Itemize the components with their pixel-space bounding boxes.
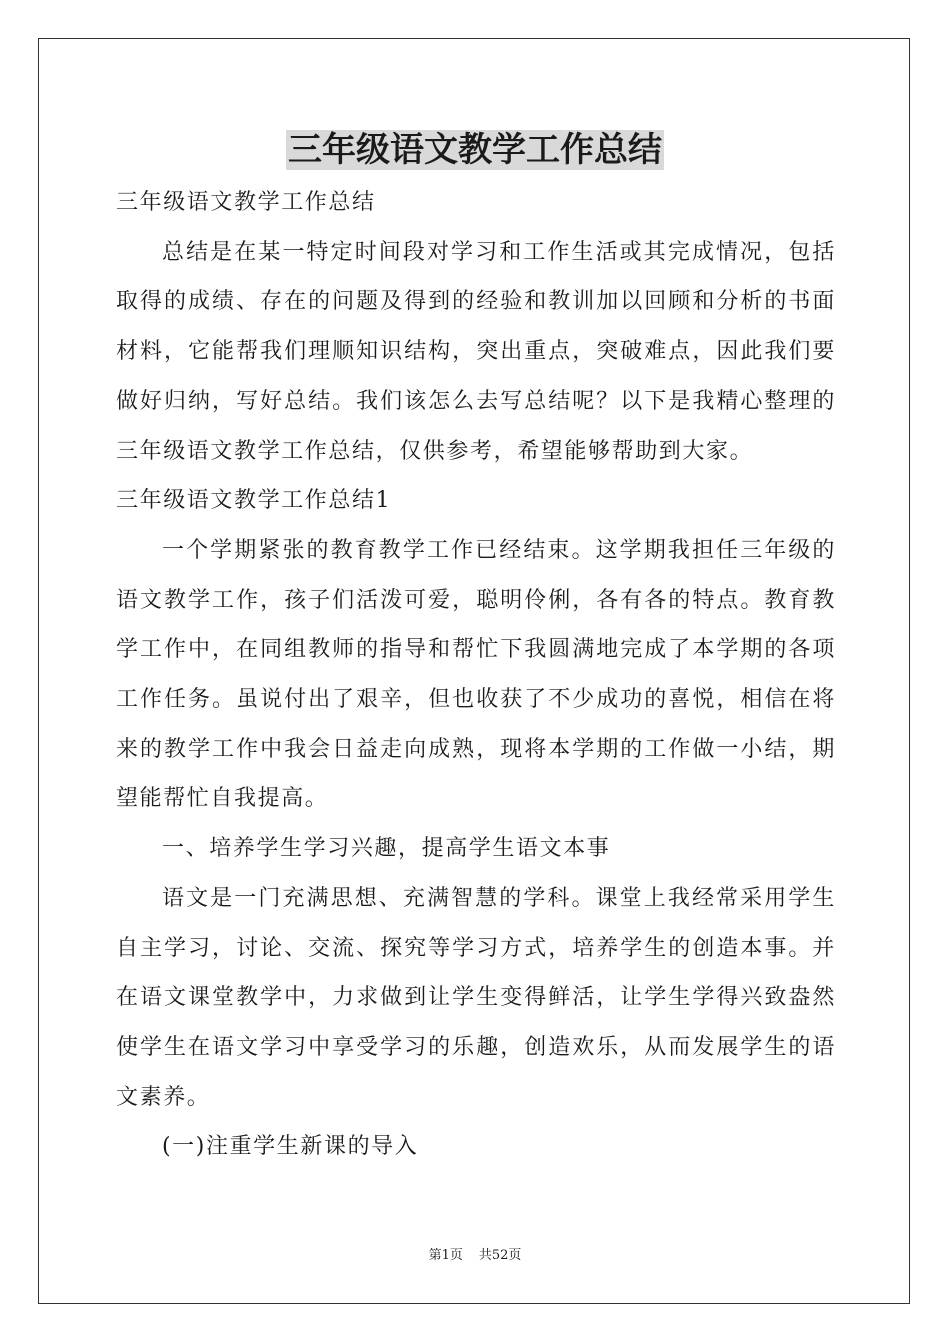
- subheading-interest: 一、培养学生学习兴趣，提高学生语文本事: [162, 836, 611, 862]
- document-title-text: 三年级语文教学工作总结: [288, 130, 662, 170]
- page-total: 共52页: [478, 1248, 522, 1263]
- page-footer: [0, 1247, 950, 1265]
- subheading-new-lesson: (一)注重学生新课的导入: [162, 1134, 419, 1160]
- section-heading-1: 三年级语文教学工作总结1: [116, 488, 392, 514]
- subtitle-paragraph: 三年级语文教学工作总结: [116, 190, 376, 215]
- intro-paragraph: 总结是在某一特定时间段对学习和工作生活或其完成情况，包括取得的成绩、存在的问题及得到的经验和教训加以回顾和分析的书面材料，它能帮我们理顺知识结构，突出重点，突破难点，因此我们要做好归纳，写好总结。我们该怎么去写总结呢？以下是我精心整理的三年级语文教学工作总结，仅供参考，希望能够帮助到大家。: [116, 239, 836, 464]
- document-title: [0, 126, 950, 174]
- body-paragraph-1: 一个学期紧张的教育教学工作已经结束。这学期我担任三年级的语文教学工作，孩子们活泼可爱，聪明伶俐，各有各的特点。教育教学工作中，在同组教师的指导和帮忙下我圆满地完成了本学期的各项工作任务。虽说付出了艰辛，但也收获了不少成功的喜悦，相信在将来的教学工作中我会日益走向成熟，现将本学期的工作做一小结，期望能帮忙自我提高。: [116, 537, 836, 812]
- document-body: [116, 178, 836, 1172]
- body-paragraph-2: 语文是一门充满思想、充满智慧的学科。课堂上我经常采用学生自主学习，讨论、交流、探究等学习方式，培养学生的创造本事。并在语文课堂教学中，力求做到让学生变得鲜活，让学生学得兴致盎然使学生在语文学习中享受学习的乐趣，创造欢乐，从而发展学生的语文素养。: [116, 885, 836, 1110]
- page-number: 第1页: [428, 1248, 463, 1263]
